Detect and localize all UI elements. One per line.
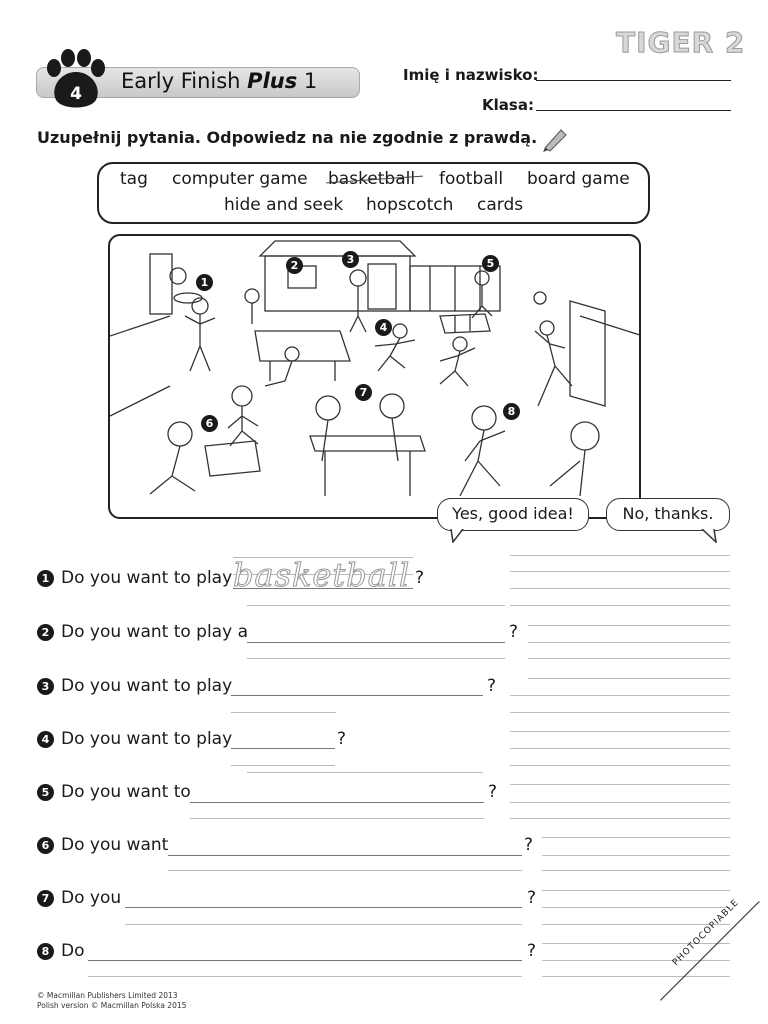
unit-number: 4 <box>70 84 82 104</box>
class-label: Klasa: <box>482 96 534 114</box>
question-5-text: Do you want to <box>61 782 191 802</box>
word-cards: cards <box>477 195 524 215</box>
right-answer-line[interactable] <box>510 765 730 766</box>
question-7-text: Do you <box>61 888 122 908</box>
question-number-3: 3 <box>37 678 54 695</box>
right-answer-line[interactable] <box>542 837 730 838</box>
question-number-2: 2 <box>37 624 54 641</box>
question-number-6: 6 <box>37 837 54 854</box>
right-answer-line[interactable] <box>542 870 730 871</box>
right-answer-line[interactable] <box>510 605 730 606</box>
word-tag: tag <box>120 169 148 189</box>
pencil-icon <box>541 126 569 152</box>
question-number-4: 4 <box>37 731 54 748</box>
right-answer-line[interactable] <box>510 731 730 732</box>
right-answer-line[interactable] <box>510 588 730 589</box>
name-field[interactable] <box>536 80 731 81</box>
right-answer-line[interactable] <box>510 802 730 803</box>
q6-question-mark: ? <box>524 835 534 855</box>
scene-marker-3: 3 <box>342 251 359 268</box>
page-title: Early Finish Plus 1 <box>121 69 318 93</box>
question-number-8: 8 <box>37 943 54 960</box>
q3-question-mark: ? <box>487 676 497 696</box>
word-board-game: board game <box>527 169 630 189</box>
bubble-yes-tail <box>449 529 465 543</box>
q2-line-2[interactable] <box>247 658 505 659</box>
right-answer-line[interactable] <box>542 907 730 908</box>
scene-marker-7: 7 <box>355 384 372 401</box>
q1-line-2[interactable] <box>247 605 505 606</box>
q4-answer-line[interactable] <box>231 748 335 749</box>
class-field[interactable] <box>536 110 731 111</box>
q5-question-mark: ? <box>488 782 498 802</box>
q5-line-2[interactable] <box>190 818 484 819</box>
q3-line-2[interactable] <box>231 712 336 713</box>
question-8-text: Do <box>61 941 85 961</box>
right-answer-line[interactable] <box>542 976 730 977</box>
right-answer-line[interactable] <box>528 678 730 679</box>
photocopiable-label: PHOTOCOPIABLE <box>670 897 742 968</box>
word-football: football <box>439 169 504 189</box>
copyright-line-2: Polish version © Macmillan Polska 2015 <box>37 1001 187 1010</box>
q6-line-2[interactable] <box>168 870 522 871</box>
right-answer-line[interactable] <box>528 625 730 626</box>
right-answer-line[interactable] <box>510 818 730 819</box>
right-answer-line[interactable] <box>542 855 730 856</box>
q2-question-mark: ? <box>509 622 519 642</box>
scene-marker-2: 2 <box>286 257 303 274</box>
q4-question-mark: ? <box>337 729 347 749</box>
question-number-5: 5 <box>37 784 54 801</box>
scene-marker-1: 1 <box>196 274 213 291</box>
scene-marker-8: 8 <box>503 403 520 420</box>
q1-example-answer: basketball <box>233 556 411 594</box>
scene-marker-4: 4 <box>375 319 392 336</box>
q4-line-3[interactable] <box>247 772 483 773</box>
q4-line-2[interactable] <box>231 765 335 766</box>
instruction-text: Uzupełnij pytania. Odpowiedz na nie zgodnie z prawdą. <box>37 128 538 147</box>
q1-question-mark: ? <box>415 568 425 588</box>
q7-question-mark: ? <box>527 888 537 908</box>
q7-line-2[interactable] <box>125 924 522 925</box>
right-answer-line[interactable] <box>510 555 730 556</box>
question-3-text: Do you want to play <box>61 676 233 696</box>
question-2-text: Do you want to play a <box>61 622 248 642</box>
q8-question-mark: ? <box>527 941 537 961</box>
bubble-no-tail <box>700 529 718 543</box>
right-answer-line[interactable] <box>542 924 730 925</box>
question-1-text: Do you want to play <box>61 568 233 588</box>
right-answer-line[interactable] <box>510 571 730 572</box>
copyright-line-1: © Macmillan Publishers Limited 2013 <box>37 991 178 1000</box>
q6-answer-line[interactable] <box>168 855 522 856</box>
question-number-1: 1 <box>37 570 54 587</box>
question-4-text: Do you want to play <box>61 729 233 749</box>
word-hopscotch: hopscotch <box>366 195 454 215</box>
right-answer-line[interactable] <box>510 695 730 696</box>
scene-marker-6: 6 <box>201 415 218 432</box>
bubble-yes: Yes, good idea! <box>437 498 589 531</box>
playground-illustration <box>108 234 641 519</box>
right-answer-line[interactable] <box>528 642 730 643</box>
right-answer-line[interactable] <box>528 658 730 659</box>
bubble-no: No, thanks. <box>606 498 730 531</box>
name-label: Imię i nazwisko: <box>403 66 539 84</box>
question-number-7: 7 <box>37 890 54 907</box>
scene-marker-5: 5 <box>482 255 499 272</box>
word-computer-game: computer game <box>172 169 308 189</box>
q3-answer-line[interactable] <box>231 695 483 696</box>
word-basketball-crossed: basketball <box>328 169 416 189</box>
q2-answer-line[interactable] <box>247 642 505 643</box>
word-hide-and-seek: hide and seek <box>224 195 344 215</box>
question-6-text: Do you want <box>61 835 169 855</box>
right-answer-line[interactable] <box>510 712 730 713</box>
right-answer-line[interactable] <box>510 784 730 785</box>
right-answer-line[interactable] <box>510 748 730 749</box>
q7-answer-line[interactable] <box>125 907 522 908</box>
right-answer-line[interactable] <box>542 960 730 961</box>
q5-answer-line[interactable] <box>190 802 484 803</box>
tiger-logo: TIGER 2 <box>616 26 746 59</box>
q8-answer-line[interactable] <box>88 960 522 961</box>
corner-divider <box>660 901 760 1001</box>
q8-line-2[interactable] <box>88 976 522 977</box>
right-answer-line[interactable] <box>542 890 730 891</box>
